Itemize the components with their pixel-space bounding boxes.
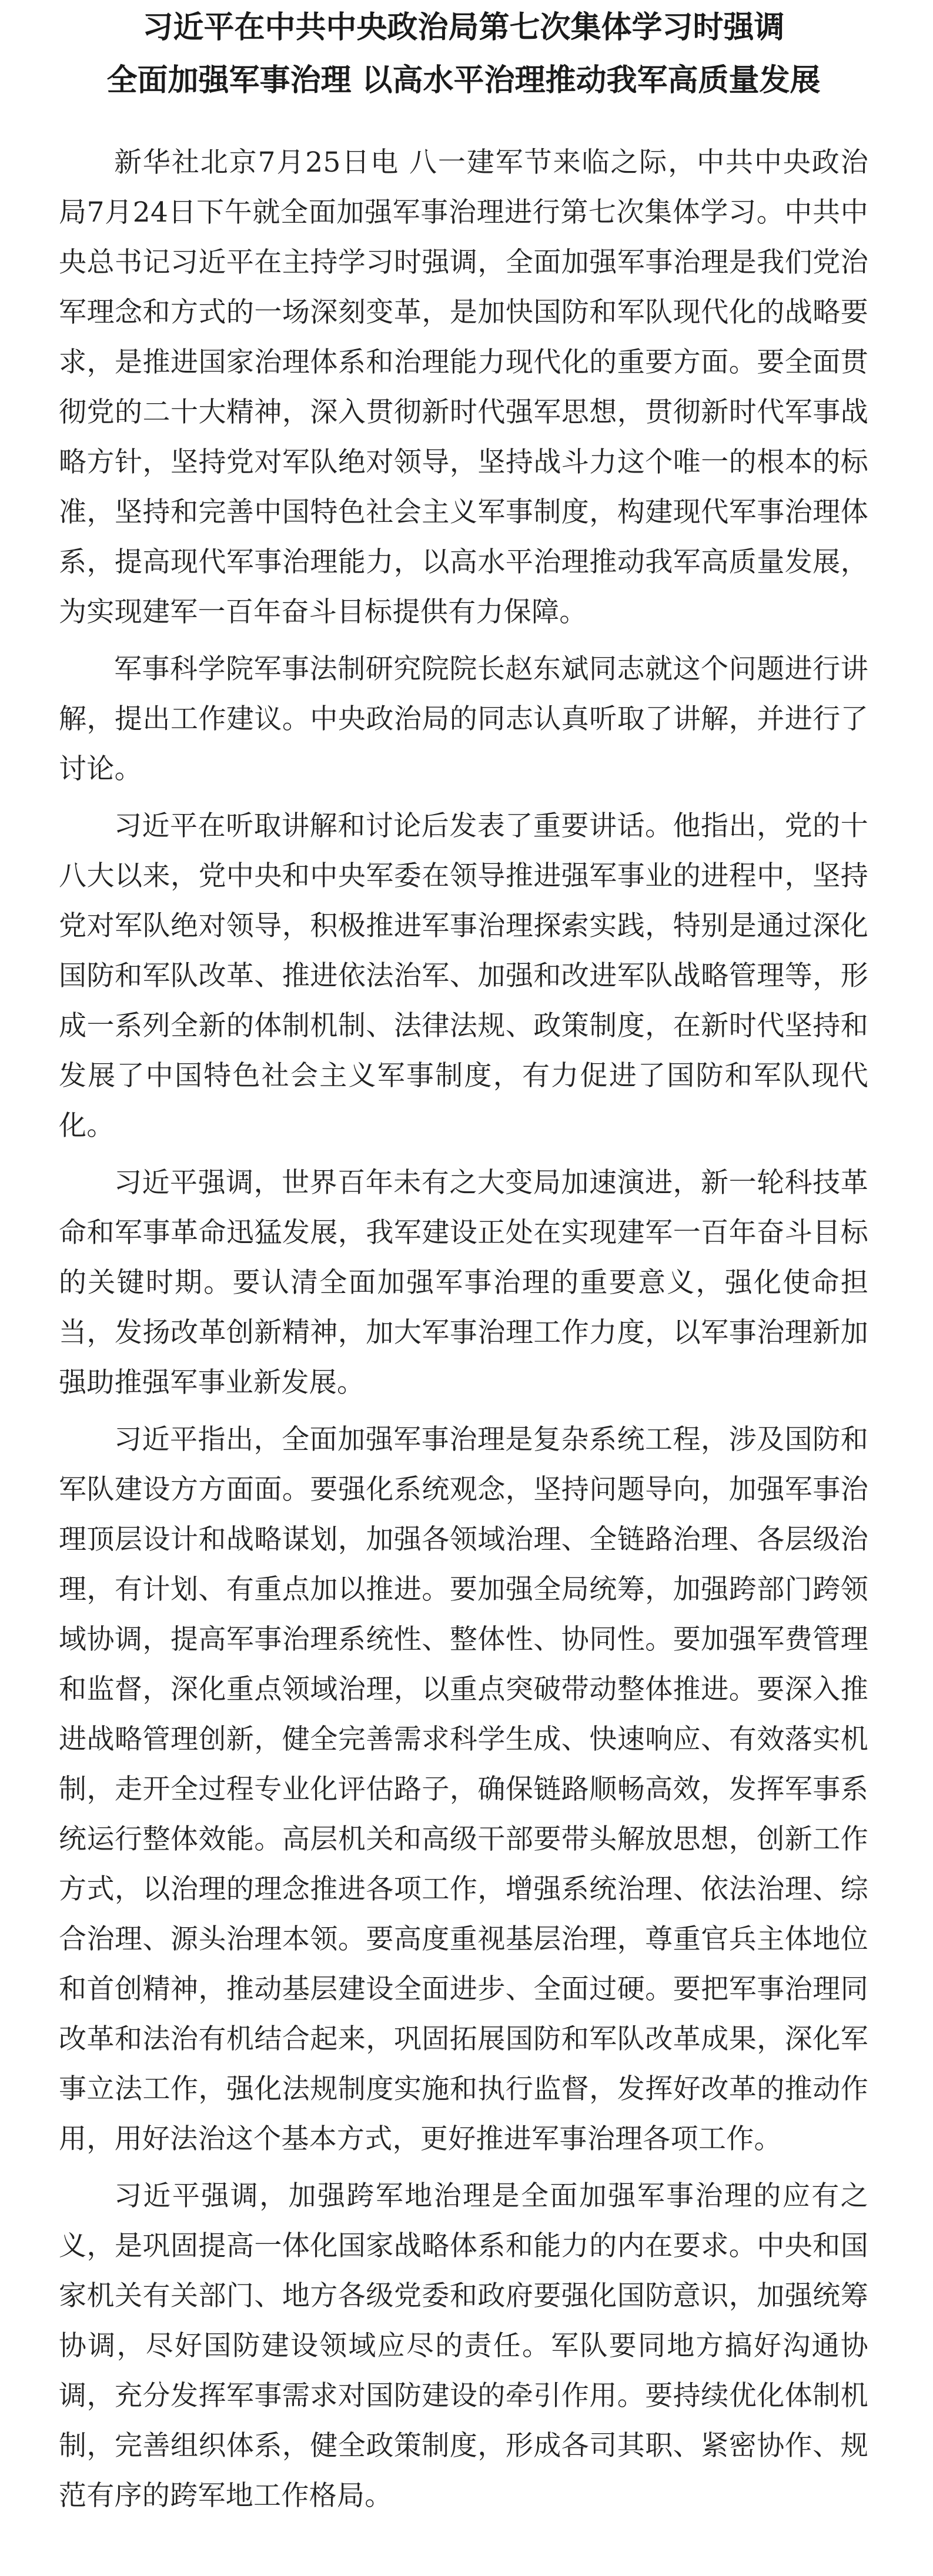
article-title-line-1: 习近平在中共中央政治局第七次集体学习时强调 [142, 9, 785, 45]
paragraph-5: 习近平指出，全面加强军事治理是复杂系统工程，涉及国防和军队建设方方面面。要强化系统观念，坚持问题导向，加强军事治理顶层设计和战略谋划，加强各领域治理、全链路治理、各层级治理，有计划、有重点加以推进。要加强全局统筹，加强跨部门跨领域协调，提高军事治理系统性、整体性、协同性。要加强军费管理和监督，深化重点领域治理，以重点突破带动整体推进。要深入推进战略管理创新，健全完善需求科学生成、快速响应、有效落实机制，走开全过程专业化评估路子，确保链路顺畅高效，发挥军事系统运行整体效能。高层机关和高级干部要带头解放思想，创新工作方式，以治理的理念推进各项工作，增强系统治理、依法治理、综合治理、源头治理本领。要高度重视基层治理，尊重官兵主体地位和首创精神，推动基层建设全面进步、全面过硬。要把军事治理同改革和法治有机结合起来，巩固拓展国防和军队改革成果，深化军事立法工作，强化法规制度实施和执行监督，发挥好改革的推动作用，用好法治这个基本方式，更好推进军事治理各项工作。 [59, 1423, 868, 2155]
article-title-line-2: 全面加强军事治理 以高水平治理推动我军高质量发展 [106, 62, 821, 98]
paragraph-4: 习近平强调，世界百年未有之大变局加速演进，新一轮科技革命和军事革命迅猛发展，我军建设正处在实现建军一百年奋斗目标的关键时期。要认清全面加强军事治理的重要意义，强化使命担当，发扬改革创新精神，加大军事治理工作力度，以军事治理新加强助推强军事业新发展。 [59, 1167, 868, 1399]
paragraph-2: 军事科学院军事法制研究院院长赵东斌同志就这个问题进行讲解，提出工作建议。中央政治局的同志认真听取了讲解，并进行了讨论。 [59, 653, 868, 785]
paragraph-1: 新华社北京7月25日电 八一建军节来临之际，中共中央政治局7月24日下午就全面加强军事治理进行第七次集体学习。中共中央总书记习近平在主持学习时强调，全面加强军事治理是我们党治军理念和方式的一场深刻变革，是加快国防和军队现代化的战略要求，是推进国家治理体系和治理能力现代化的重要方面。要全面贯彻党的二十大精神，深入贯彻新时代强军思想，贯彻新时代军事战略方针，坚持党对军队绝对领导，坚持战斗力这个唯一的根本的标准，坚持和完善中国特色社会主义军事制度，构建现代军事治理体系，提高现代军事治理能力，以高水平治理推动我军高质量发展，为实现建军一百年奋斗目标提供有力保障。 [59, 146, 868, 628]
paragraph-3: 习近平在听取讲解和讨论后发表了重要讲话。他指出，党的十八大以来，党中央和中央军委在领导推进强军事业的进程中，坚持党对军队绝对领导，积极推进军事治理探索实践，特别是通过深化国防和军队改革、推进依法治军、加强和改进军队战略管理等，形成一系列全新的体制机制、法律法规、政策制度，在新时代坚持和发展了中国特色社会主义军事制度，有力促进了国防和军队现代化。 [59, 810, 868, 1142]
article-body [59, 138, 868, 2521]
paragraph-6: 习近平强调，加强跨军地治理是全面加强军事治理的应有之义，是巩固提高一体化国家战略体系和能力的内在要求。中央和国家机关有关部门、地方各级党委和政府要强化国防意识，加强统筹协调，尽好国防建设领域应尽的责任。军队要同地方搞好沟通协调，充分发挥军事需求对国防建设的牵引作用。要持续优化体制机制，完善组织体系，健全政策制度，形成各司其职、紧密协作、规范有序的跨军地工作格局。 [59, 2180, 868, 2512]
